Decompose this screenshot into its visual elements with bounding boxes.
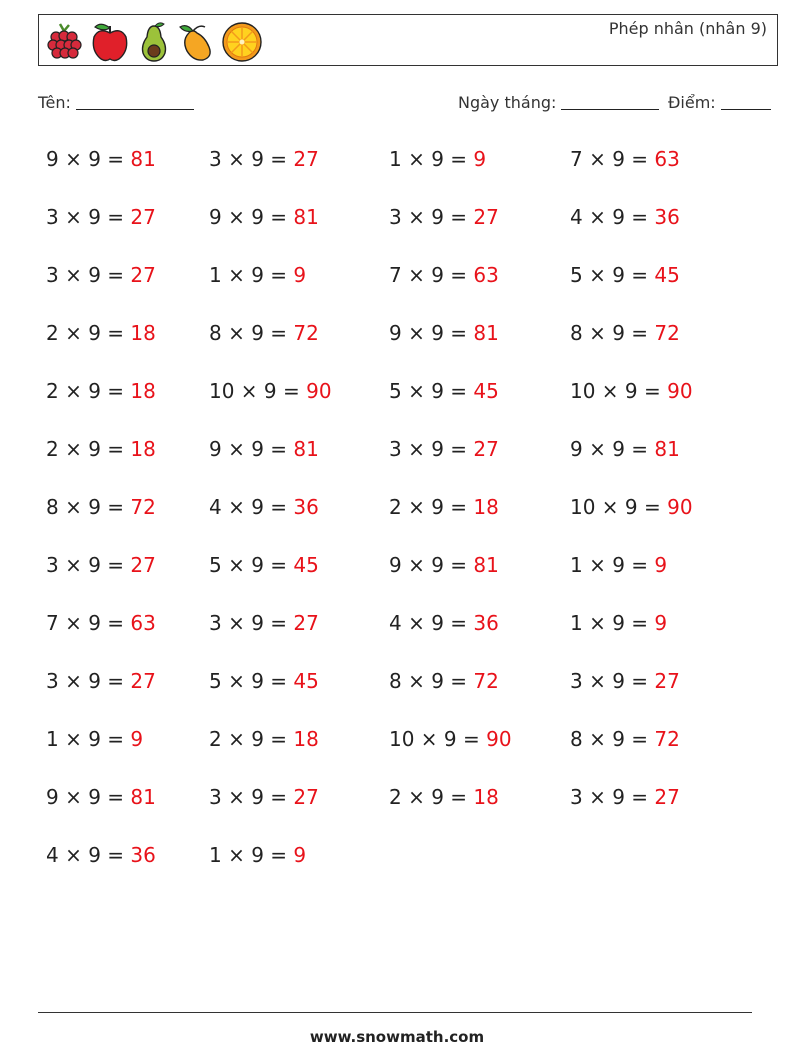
problem-answer: 9 <box>293 843 307 867</box>
apple-icon <box>89 21 131 63</box>
problem-answer: 72 <box>473 669 499 693</box>
problem-item <box>209 205 319 229</box>
problem-question: 8 × 9 = <box>570 727 655 751</box>
problem-item <box>389 785 499 809</box>
problem-answer: 81 <box>293 205 319 229</box>
problem-item <box>209 611 319 635</box>
problem-question: 1 × 9 = <box>570 553 655 577</box>
problem-item <box>389 205 499 229</box>
problem-answer: 45 <box>473 379 499 403</box>
problem-answer: 9 <box>293 263 307 287</box>
problem-question: 4 × 9 = <box>389 611 474 635</box>
header-box <box>38 14 778 66</box>
problem-answer: 27 <box>473 205 499 229</box>
problem-answer: 90 <box>667 379 693 403</box>
problem-item <box>570 553 667 577</box>
problem-answer: 72 <box>654 321 680 345</box>
problem-question: 8 × 9 = <box>389 669 474 693</box>
problem-question: 4 × 9 = <box>46 843 131 867</box>
footer-url: www.snowmath.com <box>309 1028 485 1046</box>
problem-item <box>570 785 680 809</box>
problem-item <box>46 669 156 693</box>
problem-item <box>46 321 156 345</box>
problem-answer: 27 <box>293 785 319 809</box>
problem-item <box>209 553 319 577</box>
problem-item <box>46 495 156 519</box>
problem-question: 9 × 9 = <box>46 147 131 171</box>
problem-question: 10 × 9 = <box>389 727 487 751</box>
problem-answer: 27 <box>130 205 156 229</box>
date-blank[interactable] <box>561 93 659 110</box>
problem-question: 2 × 9 = <box>46 437 131 461</box>
problem-item <box>389 495 499 519</box>
problem-answer: 81 <box>473 553 499 577</box>
problem-item <box>389 727 512 751</box>
problem-item <box>570 495 693 519</box>
problem-answer: 9 <box>130 727 144 751</box>
problem-question: 3 × 9 = <box>389 437 474 461</box>
problem-item <box>209 263 306 287</box>
problem-item <box>209 495 319 519</box>
problem-answer: 36 <box>654 205 680 229</box>
score-field[interactable] <box>668 93 771 112</box>
problem-answer: 45 <box>293 669 319 693</box>
problem-item <box>209 669 319 693</box>
problem-question: 4 × 9 = <box>209 495 294 519</box>
problem-question: 8 × 9 = <box>570 321 655 345</box>
problem-item <box>209 785 319 809</box>
problem-answer: 90 <box>486 727 512 751</box>
problem-item <box>389 321 499 345</box>
problem-item <box>570 437 680 461</box>
problem-answer: 9 <box>654 611 668 635</box>
problem-question: 3 × 9 = <box>209 147 294 171</box>
raspberry-icon <box>43 21 85 63</box>
name-field[interactable] <box>38 93 194 112</box>
problem-answer: 81 <box>293 437 319 461</box>
problem-item <box>570 205 680 229</box>
problem-answer: 72 <box>130 495 156 519</box>
problem-question: 3 × 9 = <box>46 553 131 577</box>
problem-question: 5 × 9 = <box>209 669 294 693</box>
problem-question: 10 × 9 = <box>209 379 307 403</box>
problem-answer: 63 <box>473 263 499 287</box>
problem-item <box>389 147 486 171</box>
problem-answer: 36 <box>130 843 156 867</box>
problem-answer: 36 <box>293 495 319 519</box>
date-field[interactable] <box>458 93 659 112</box>
problem-item <box>46 205 156 229</box>
problem-item <box>209 379 332 403</box>
problem-question: 8 × 9 = <box>209 321 294 345</box>
problem-answer: 90 <box>667 495 693 519</box>
problem-question: 2 × 9 = <box>389 495 474 519</box>
problem-answer: 9 <box>473 147 487 171</box>
problem-item <box>209 321 319 345</box>
problem-answer: 81 <box>130 147 156 171</box>
problem-question: 5 × 9 = <box>570 263 655 287</box>
problem-question: 1 × 9 = <box>570 611 655 635</box>
problem-answer: 18 <box>473 785 499 809</box>
problem-item <box>46 147 156 171</box>
problem-question: 2 × 9 = <box>46 321 131 345</box>
sheet-title: Phép nhân (nhân 9) <box>608 19 767 38</box>
problem-item <box>46 727 143 751</box>
problem-question: 9 × 9 = <box>209 205 294 229</box>
problem-answer: 27 <box>473 437 499 461</box>
problem-question: 1 × 9 = <box>209 843 294 867</box>
problem-answer: 72 <box>293 321 319 345</box>
problem-answer: 18 <box>130 379 156 403</box>
problem-item <box>570 263 680 287</box>
problem-question: 5 × 9 = <box>389 379 474 403</box>
name-label: Tên: <box>38 93 71 112</box>
footer-divider <box>38 1012 752 1013</box>
problem-answer: 27 <box>130 669 156 693</box>
problem-answer: 27 <box>130 553 156 577</box>
problem-answer: 63 <box>654 147 680 171</box>
problem-question: 3 × 9 = <box>46 205 131 229</box>
problem-answer: 18 <box>473 495 499 519</box>
mango-icon <box>177 21 219 63</box>
name-blank[interactable] <box>76 93 194 110</box>
problem-question: 3 × 9 = <box>209 611 294 635</box>
problem-question: 4 × 9 = <box>570 205 655 229</box>
problem-item <box>570 379 693 403</box>
problem-question: 9 × 9 = <box>209 437 294 461</box>
problem-answer: 18 <box>130 437 156 461</box>
problem-question: 8 × 9 = <box>46 495 131 519</box>
score-blank[interactable] <box>721 93 771 110</box>
problem-answer: 18 <box>293 727 319 751</box>
problem-question: 3 × 9 = <box>209 785 294 809</box>
problem-question: 3 × 9 = <box>570 785 655 809</box>
problem-question: 2 × 9 = <box>209 727 294 751</box>
problem-answer: 27 <box>654 669 680 693</box>
problem-item <box>46 263 156 287</box>
problem-item <box>209 437 319 461</box>
problem-item <box>389 669 499 693</box>
problem-question: 5 × 9 = <box>209 553 294 577</box>
problem-item <box>570 727 680 751</box>
problem-item <box>46 611 156 635</box>
problem-item <box>46 379 156 403</box>
problem-answer: 81 <box>130 785 156 809</box>
date-label: Ngày tháng: <box>458 93 557 112</box>
problem-question: 2 × 9 = <box>46 379 131 403</box>
problem-item <box>46 843 156 867</box>
problem-question: 9 × 9 = <box>389 321 474 345</box>
problem-question: 3 × 9 = <box>570 669 655 693</box>
problem-question: 9 × 9 = <box>389 553 474 577</box>
problem-question: 9 × 9 = <box>46 785 131 809</box>
problem-answer: 27 <box>293 147 319 171</box>
problem-answer: 18 <box>130 321 156 345</box>
problem-item <box>389 263 499 287</box>
problem-item <box>209 147 319 171</box>
problem-answer: 81 <box>473 321 499 345</box>
problem-question: 9 × 9 = <box>570 437 655 461</box>
problem-question: 1 × 9 = <box>46 727 131 751</box>
problem-question: 10 × 9 = <box>570 379 668 403</box>
problem-answer: 9 <box>654 553 668 577</box>
problem-answer: 45 <box>654 263 680 287</box>
problem-answer: 27 <box>654 785 680 809</box>
problem-item <box>570 611 667 635</box>
problem-question: 2 × 9 = <box>389 785 474 809</box>
problem-item <box>209 843 306 867</box>
problem-item <box>46 553 156 577</box>
problem-item <box>570 321 680 345</box>
problem-answer: 27 <box>130 263 156 287</box>
problem-question: 10 × 9 = <box>570 495 668 519</box>
orange-slice-icon <box>221 21 263 63</box>
problem-question: 7 × 9 = <box>389 263 474 287</box>
problem-question: 3 × 9 = <box>46 669 131 693</box>
problem-item <box>46 785 156 809</box>
problem-question: 7 × 9 = <box>570 147 655 171</box>
problem-answer: 63 <box>130 611 156 635</box>
problem-answer: 36 <box>473 611 499 635</box>
problem-item <box>46 437 156 461</box>
problem-answer: 45 <box>293 553 319 577</box>
problem-item <box>389 437 499 461</box>
problem-answer: 72 <box>654 727 680 751</box>
avocado-icon <box>133 21 175 63</box>
problem-item <box>209 727 319 751</box>
problem-question: 7 × 9 = <box>46 611 131 635</box>
problem-answer: 81 <box>654 437 680 461</box>
problem-question: 1 × 9 = <box>209 263 294 287</box>
problem-question: 3 × 9 = <box>389 205 474 229</box>
problem-question: 3 × 9 = <box>46 263 131 287</box>
problem-answer: 90 <box>306 379 332 403</box>
problem-item <box>389 611 499 635</box>
problem-item <box>389 379 499 403</box>
problem-item <box>389 553 499 577</box>
problem-item <box>570 147 680 171</box>
problem-question: 1 × 9 = <box>389 147 474 171</box>
problem-item <box>570 669 680 693</box>
score-label: Điểm: <box>668 93 716 112</box>
problem-answer: 27 <box>293 611 319 635</box>
